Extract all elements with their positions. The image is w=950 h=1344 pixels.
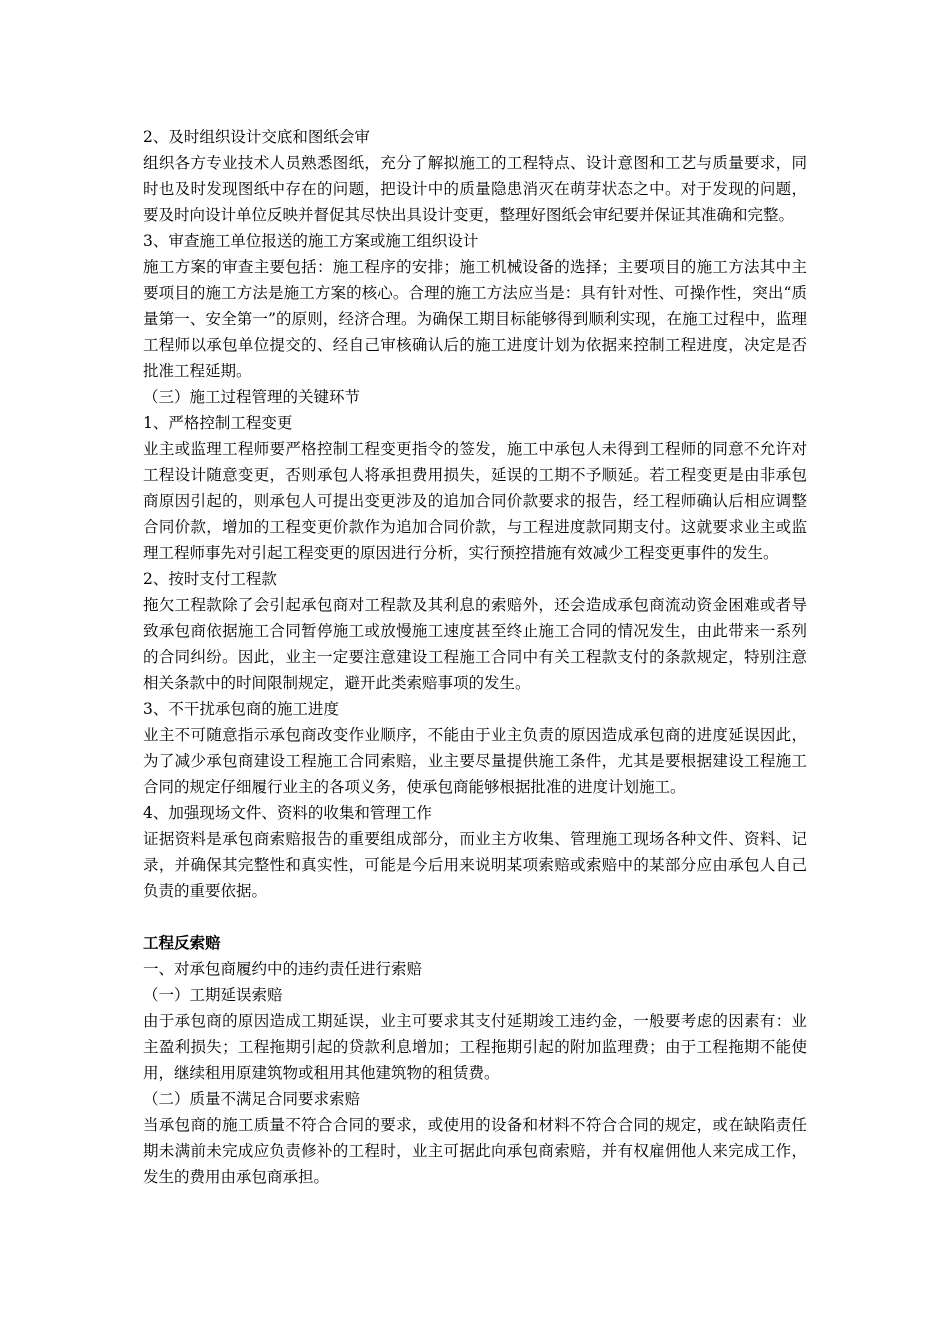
body-paragraph: 拖欠工程款除了会引起承包商对工程款及其利息的索赔外，还会造成承包商流动资金困难或者导致承包商依据施工合同暂停施工或放慢施工速度甚至终止施工合同的情况发生，由此带来一系列的合同纠纷。因此，业主一定要注意建设工程施工合同中有关工程款支付的条款规定，特别注意相关条款中的时间限制规定，避开此类索赔事项的发生。 (143, 596, 807, 692)
document-title: 工程反索赔 (143, 933, 221, 952)
subsection-heading: （二）质量不满足合同要求索赔 (143, 1090, 361, 1108)
blank-line (143, 904, 807, 930)
body-paragraph: 由于承包商的原因造成工期延误，业主可要求其支付延期竣工违约金，一般要考虑的因素有：业主盈利损失；工程拖期引起的贷款利息增加；工程拖期引起的附加监理费；由于工程拖期不能使用，继续租用原建筑物或租用其他建筑物的租赁费。 (143, 1012, 807, 1082)
list-heading: 3、不干扰承包商的施工进度 (143, 700, 339, 718)
section-heading: （三）施工过程管理的关键环节 (143, 388, 361, 406)
body-paragraph: 业主或监理工程师要严格控制工程变更指令的签发，施工中承包人未得到工程师的同意不允许对工程设计随意变更，否则承包人将承担费用损失，延误的工期不予顺延。若工程变更是由非承包商原因引起的，则承包人可提出变更涉及的追加合同价款要求的报告，经工程师确认后相应调整合同价款，增加的工程变更价款作为追加合同价款，与工程进度款同期支付。这就要求业主或监理工程师事先对引起工程变更的原因进行分析，实行预控措施有效减少工程变更事件的发生。 (143, 440, 807, 562)
subsection-heading: （一）工期延误索赔 (143, 986, 283, 1004)
list-heading: 4、加强现场文件、资料的收集和管理工作 (143, 804, 432, 822)
list-heading: 1、严格控制工程变更 (143, 414, 293, 432)
body-paragraph: 施工方案的审查主要包括：施工程序的安排；施工机械设备的选择；主要项目的施工方法其中主要项目的施工方法是施工方案的核心。合理的施工方法应当是：具有针对性、可操作性，突出“质量第一、安全第一”的原则，经济合理。为确保工期目标能够得到顺利实现，在施工过程中，监理工程师以承包单位提交的、经自己审核确认后的施工进度计划为依据来控制工程进度，决定是否批准工程延期。 (143, 258, 807, 380)
document-body (143, 124, 807, 1190)
body-paragraph: 证据资料是承包商索赔报告的重要组成部分，而业主方收集、管理施工现场各种文件、资料、记录，并确保其完整性和真实性，可能是今后用来说明某项索赔或索赔中的某部分应由承包人自己负责的重要依据。 (143, 830, 807, 900)
body-paragraph: 组织各方专业技术人员熟悉图纸，充分了解拟施工的工程特点、设计意图和工艺与质量要求，同时也及时发现图纸中存在的问题，把设计中的质量隐患消灭在萌芽状态之中。对于发现的问题，要及时向设计单位反映并督促其尽快出具设计变更，整理好图纸会审纪要并保证其准确和完整。 (143, 154, 807, 224)
section-heading: 一、对承包商履约中的违约责任进行索赔 (143, 960, 423, 978)
list-heading: 3、审查施工单位报送的施工方案或施工组织设计 (143, 232, 479, 250)
list-heading: 2、及时组织设计交底和图纸会审 (143, 128, 370, 146)
body-paragraph: 当承包商的施工质量不符合合同的要求，或使用的设备和材料不符合合同的规定，或在缺陷责任期未满前未完成应负责修补的工程时，业主可据此向承包商索赔，并有权雇佣他人来完成工作，发生的费用由承包商承担。 (143, 1116, 807, 1186)
body-paragraph: 业主不可随意指示承包商改变作业顺序，不能由于业主负责的原因造成承包商的进度延误因此，为了减少承包商建设工程施工合同索赔，业主要尽量提供施工条件，尤其是要根据建设工程施工合同的规定仔细履行业主的各项义务，使承包商能够根据批准的进度计划施工。 (143, 726, 807, 796)
list-heading: 2、按时支付工程款 (143, 570, 277, 588)
